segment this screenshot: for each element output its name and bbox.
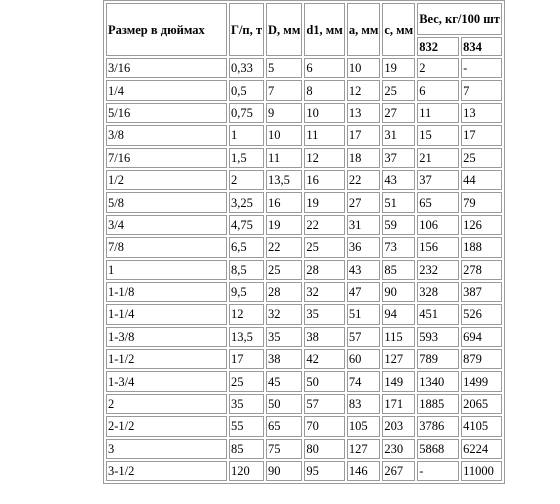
cell-d: 13,5 <box>266 170 302 190</box>
cell-a: 17 <box>347 125 381 145</box>
table-row <box>106 461 502 481</box>
cell-d1: 57 <box>304 394 344 414</box>
cell-size: 3/8 <box>106 125 227 145</box>
cell-c: 59 <box>382 215 415 235</box>
cell-gp: 17 <box>229 349 264 369</box>
cell-size: 1-3/8 <box>106 327 227 347</box>
cell-d: 9 <box>266 103 302 123</box>
cell-c: 43 <box>382 170 415 190</box>
cell-weight-834: 188 <box>461 237 502 257</box>
cell-size: 1/4 <box>106 80 227 100</box>
cell-d1: 95 <box>304 461 344 481</box>
cell-size: 3/16 <box>106 58 227 78</box>
cell-weight-834: 694 <box>461 327 502 347</box>
cell-size: 1 <box>106 260 227 280</box>
cell-weight-834: 387 <box>461 282 502 302</box>
cell-d1: 10 <box>304 103 344 123</box>
cell-c: 37 <box>382 148 415 168</box>
cell-d: 90 <box>266 461 302 481</box>
shackle-spec-table <box>103 0 505 484</box>
cell-c: 27 <box>382 103 415 123</box>
header-gp: Г/п, т <box>229 3 264 56</box>
cell-d1: 50 <box>304 371 344 391</box>
cell-weight-832: 3786 <box>417 416 459 436</box>
cell-d: 7 <box>266 80 302 100</box>
cell-c: 149 <box>382 371 415 391</box>
cell-c: 203 <box>382 416 415 436</box>
cell-c: 31 <box>382 125 415 145</box>
cell-gp: 35 <box>229 394 264 414</box>
cell-gp: 0,5 <box>229 80 264 100</box>
cell-gp: 6,5 <box>229 237 264 257</box>
cell-size: 5/8 <box>106 192 227 212</box>
table-row <box>106 215 502 235</box>
cell-weight-834: 2065 <box>461 394 502 414</box>
cell-a: 83 <box>347 394 381 414</box>
cell-weight-832: - <box>417 461 459 481</box>
cell-weight-834: 79 <box>461 192 502 212</box>
cell-weight-832: 15 <box>417 125 459 145</box>
table-row <box>106 103 502 123</box>
cell-weight-832: 1340 <box>417 371 459 391</box>
cell-d: 38 <box>266 349 302 369</box>
table-row <box>106 327 502 347</box>
cell-size: 7/8 <box>106 237 227 257</box>
cell-c: 94 <box>382 304 415 324</box>
cell-size: 1-1/4 <box>106 304 227 324</box>
table-row <box>106 148 502 168</box>
cell-c: 90 <box>382 282 415 302</box>
cell-gp: 12 <box>229 304 264 324</box>
cell-c: 51 <box>382 192 415 212</box>
cell-weight-832: 593 <box>417 327 459 347</box>
cell-size: 1/2 <box>106 170 227 190</box>
cell-d: 5 <box>266 58 302 78</box>
cell-weight-834: 17 <box>461 125 502 145</box>
cell-weight-834: 7 <box>461 80 502 100</box>
cell-d1: 6 <box>304 58 344 78</box>
cell-gp: 8,5 <box>229 260 264 280</box>
cell-d1: 35 <box>304 304 344 324</box>
cell-size: 2 <box>106 394 227 414</box>
cell-a: 60 <box>347 349 381 369</box>
cell-weight-832: 37 <box>417 170 459 190</box>
cell-size: 5/16 <box>106 103 227 123</box>
cell-weight-834: 44 <box>461 170 502 190</box>
cell-c: 25 <box>382 80 415 100</box>
cell-a: 27 <box>347 192 381 212</box>
cell-size: 1-3/4 <box>106 371 227 391</box>
cell-gp: 1 <box>229 125 264 145</box>
cell-weight-834: 13 <box>461 103 502 123</box>
cell-c: 127 <box>382 349 415 369</box>
cell-size: 2-1/2 <box>106 416 227 436</box>
cell-weight-834: 278 <box>461 260 502 280</box>
cell-weight-832: 1885 <box>417 394 459 414</box>
cell-a: 146 <box>347 461 381 481</box>
cell-weight-834: 4105 <box>461 416 502 436</box>
cell-c: 230 <box>382 439 415 459</box>
cell-d1: 19 <box>304 192 344 212</box>
table-row <box>106 192 502 212</box>
cell-weight-834: 126 <box>461 215 502 235</box>
cell-c: 115 <box>382 327 415 347</box>
cell-weight-832: 21 <box>417 148 459 168</box>
header-weight-834: 834 <box>461 37 502 56</box>
cell-gp: 85 <box>229 439 264 459</box>
cell-size: 7/16 <box>106 148 227 168</box>
cell-weight-834: 25 <box>461 148 502 168</box>
cell-size: 1-1/2 <box>106 349 227 369</box>
cell-d1: 25 <box>304 237 344 257</box>
cell-a: 51 <box>347 304 381 324</box>
cell-weight-832: 328 <box>417 282 459 302</box>
cell-d: 25 <box>266 260 302 280</box>
cell-c: 19 <box>382 58 415 78</box>
cell-d1: 80 <box>304 439 344 459</box>
cell-size: 3-1/2 <box>106 461 227 481</box>
cell-d: 75 <box>266 439 302 459</box>
table-body <box>106 58 502 481</box>
cell-weight-832: 232 <box>417 260 459 280</box>
table-row <box>106 394 502 414</box>
cell-d: 22 <box>266 237 302 257</box>
cell-d1: 22 <box>304 215 344 235</box>
cell-a: 57 <box>347 327 381 347</box>
cell-a: 36 <box>347 237 381 257</box>
cell-gp: 120 <box>229 461 264 481</box>
cell-weight-832: 5868 <box>417 439 459 459</box>
table-row <box>106 237 502 257</box>
cell-weight-832: 6 <box>417 80 459 100</box>
header-d: D, мм <box>266 3 302 56</box>
cell-size: 1-1/8 <box>106 282 227 302</box>
cell-gp: 1,5 <box>229 148 264 168</box>
cell-weight-834: 6224 <box>461 439 502 459</box>
cell-weight-832: 2 <box>417 58 459 78</box>
cell-a: 43 <box>347 260 381 280</box>
cell-d1: 32 <box>304 282 344 302</box>
cell-d1: 70 <box>304 416 344 436</box>
cell-gp: 3,25 <box>229 192 264 212</box>
cell-d: 35 <box>266 327 302 347</box>
cell-weight-834: 879 <box>461 349 502 369</box>
header-d1: d1, мм <box>304 3 344 56</box>
cell-d1: 12 <box>304 148 344 168</box>
cell-c: 267 <box>382 461 415 481</box>
header-c: c, мм <box>382 3 415 56</box>
table-row <box>106 304 502 324</box>
cell-d: 45 <box>266 371 302 391</box>
table-row <box>106 80 502 100</box>
cell-d1: 28 <box>304 260 344 280</box>
cell-d: 32 <box>266 304 302 324</box>
cell-c: 85 <box>382 260 415 280</box>
cell-weight-834: 1499 <box>461 371 502 391</box>
cell-a: 31 <box>347 215 381 235</box>
table-row <box>106 260 502 280</box>
header-size: Размер в дюймах <box>106 3 227 56</box>
cell-d: 10 <box>266 125 302 145</box>
cell-d1: 11 <box>304 125 344 145</box>
cell-size: 3 <box>106 439 227 459</box>
header-weight-832: 832 <box>417 37 459 56</box>
cell-weight-832: 156 <box>417 237 459 257</box>
cell-a: 22 <box>347 170 381 190</box>
cell-gp: 9,5 <box>229 282 264 302</box>
cell-weight-832: 789 <box>417 349 459 369</box>
shackle-spec-table-wrapper <box>103 0 505 484</box>
cell-gp: 55 <box>229 416 264 436</box>
cell-d1: 42 <box>304 349 344 369</box>
cell-a: 74 <box>347 371 381 391</box>
cell-a: 105 <box>347 416 381 436</box>
cell-d1: 16 <box>304 170 344 190</box>
cell-d: 50 <box>266 394 302 414</box>
cell-gp: 25 <box>229 371 264 391</box>
cell-a: 13 <box>347 103 381 123</box>
cell-a: 127 <box>347 439 381 459</box>
table-row <box>106 170 502 190</box>
cell-d1: 38 <box>304 327 344 347</box>
cell-gp: 0,33 <box>229 58 264 78</box>
cell-weight-832: 65 <box>417 192 459 212</box>
cell-c: 171 <box>382 394 415 414</box>
table-row <box>106 125 502 145</box>
table-row <box>106 282 502 302</box>
cell-a: 47 <box>347 282 381 302</box>
cell-weight-834: 11000 <box>461 461 502 481</box>
cell-weight-832: 11 <box>417 103 459 123</box>
cell-weight-834: - <box>461 58 502 78</box>
cell-d: 28 <box>266 282 302 302</box>
table-header <box>106 3 502 56</box>
cell-a: 18 <box>347 148 381 168</box>
cell-d: 65 <box>266 416 302 436</box>
header-a: a, мм <box>347 3 381 56</box>
cell-gp: 2 <box>229 170 264 190</box>
cell-weight-834: 526 <box>461 304 502 324</box>
cell-a: 12 <box>347 80 381 100</box>
cell-d: 19 <box>266 215 302 235</box>
header-weight: Вес, кг/100 шт <box>417 3 502 35</box>
cell-gp: 4,75 <box>229 215 264 235</box>
table-row <box>106 371 502 391</box>
cell-size: 3/4 <box>106 215 227 235</box>
table-row <box>106 439 502 459</box>
table-row <box>106 349 502 369</box>
table-row <box>106 58 502 78</box>
cell-d1: 8 <box>304 80 344 100</box>
cell-weight-832: 451 <box>417 304 459 324</box>
cell-d: 11 <box>266 148 302 168</box>
cell-weight-832: 106 <box>417 215 459 235</box>
cell-gp: 13,5 <box>229 327 264 347</box>
cell-d: 16 <box>266 192 302 212</box>
cell-a: 10 <box>347 58 381 78</box>
cell-c: 73 <box>382 237 415 257</box>
table-row <box>106 416 502 436</box>
cell-gp: 0,75 <box>229 103 264 123</box>
